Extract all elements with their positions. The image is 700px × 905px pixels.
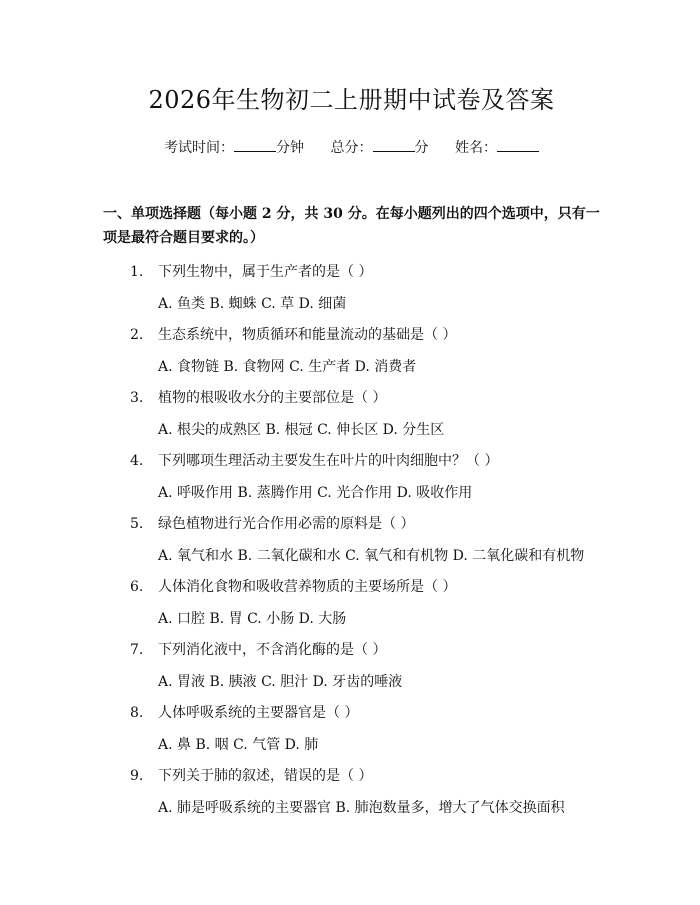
total-score-label: 总分： (330, 140, 373, 156)
student-name-label: 姓名： (454, 140, 497, 156)
question-text: 人体消化食物和吸收营养物质的主要场所是（ ） (158, 579, 457, 595)
question-number: 8. (130, 705, 144, 721)
exam-time-blank (234, 139, 276, 152)
question-stem (103, 262, 600, 282)
question-number: 7. (130, 642, 144, 658)
question-text: 人体呼吸系统的主要器官是（ ） (158, 705, 359, 721)
question-stem (103, 703, 600, 723)
question-text: 绿色植物进行光合作用必需的原料是（ ） (158, 516, 415, 532)
question-list (103, 262, 600, 818)
student-name-field (455, 138, 539, 158)
total-score-unit: 分 (414, 140, 429, 156)
question-options: A. 呼吸作用 B. 蒸腾作用 C. 光合作用 D. 吸收作用 (158, 485, 473, 501)
exam-time-label: 考试时间： (164, 140, 235, 156)
question-options: A. 胃液 B. 胰液 C. 胆汁 D. 牙齿的唾液 (158, 674, 403, 690)
question-number: 9. (130, 768, 144, 784)
question-text: 下列关于肺的叙述，错误的是（ ） (158, 768, 373, 784)
question-number: 5. (130, 516, 144, 532)
question-item (103, 325, 600, 377)
question-options: A. 鼻 B. 咽 C. 气管 D. 肺 (158, 737, 319, 753)
question-options: A. 肺是呼吸系统的主要器官 B. 肺泡数量多，增大了气体交换面积 (158, 800, 565, 816)
question-stem (103, 577, 600, 597)
question-item (103, 262, 600, 314)
exam-info-line (103, 138, 600, 158)
question-stem (103, 388, 600, 408)
question-options: A. 鱼类 B. 蜘蛛 C. 草 D. 细菌 (158, 296, 347, 312)
student-name-blank (497, 139, 539, 152)
question-text: 下列消化液中，不含消化酶的是（ ） (158, 642, 387, 658)
question-item (103, 577, 600, 629)
question-stem (103, 451, 600, 471)
section-heading: 一、单项选择题（每小题 2 分，共 30 分。在每小题列出的四个选项中，只有一项是最符合题目要求的。） (103, 206, 600, 246)
question-number: 1. (130, 264, 144, 280)
page-title: 2026年生物初二上册期中试卷及答案 (148, 86, 555, 114)
exam-time-unit: 分钟 (276, 140, 305, 156)
question-item (103, 388, 600, 440)
question-item (103, 703, 600, 755)
question-number: 4. (130, 453, 144, 469)
question-stem (103, 325, 600, 345)
question-options: A. 食物链 B. 食物网 C. 生产者 D. 消费者 (158, 359, 417, 375)
exam-time-field (164, 138, 304, 158)
question-number: 3. (130, 390, 144, 406)
question-text: 下列哪项生理活动主要发生在叶片的叶肉细胞中？（ ） (158, 453, 499, 469)
question-number: 6. (130, 579, 144, 595)
question-number: 2. (130, 327, 144, 343)
question-options: A. 根尖的成熟区 B. 根冠 C. 伸长区 D. 分生区 (158, 422, 445, 438)
question-item (103, 514, 600, 566)
question-text: 下列生物中，属于生产者的是（ ） (158, 264, 373, 280)
total-score-blank (373, 139, 415, 152)
question-stem (103, 640, 600, 660)
question-item (103, 451, 600, 503)
question-item (103, 640, 600, 692)
total-score-field (331, 138, 429, 158)
question-text: 生态系统中，物质循环和能量流动的基础是（ ） (158, 327, 457, 343)
question-stem (103, 766, 600, 786)
question-options: A. 氧气和水 B. 二氧化碳和水 C. 氧气和有机物 D. 二氧化碳和有机物 (158, 548, 585, 564)
question-stem (103, 514, 600, 534)
question-options: A. 口腔 B. 胃 C. 小肠 D. 大肠 (158, 611, 347, 627)
question-item (103, 766, 600, 818)
question-text: 植物的根吸收水分的主要部位是（ ） (158, 390, 387, 406)
